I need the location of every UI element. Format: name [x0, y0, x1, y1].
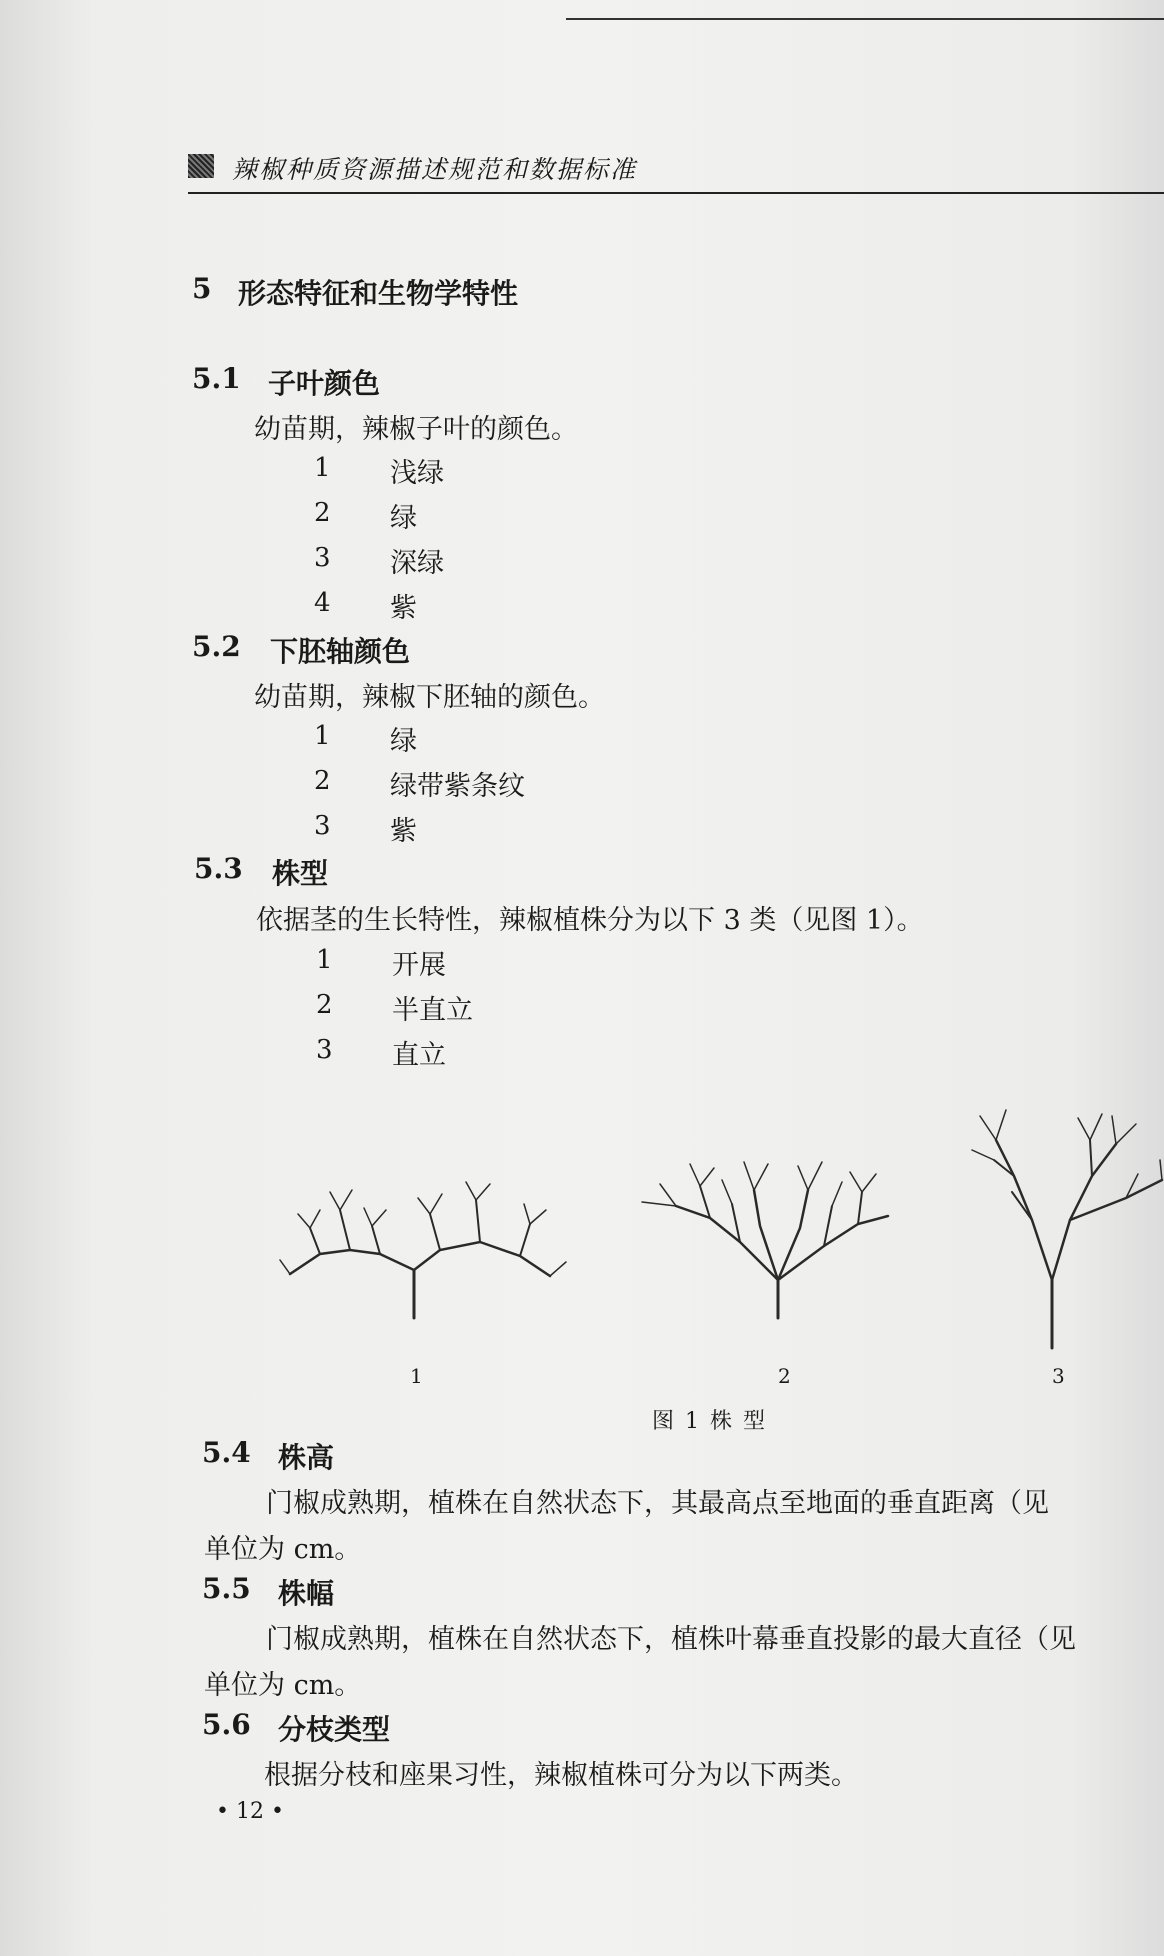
option-label: 紫	[390, 593, 417, 624]
section-title: 形态特征和生物学特性	[238, 277, 519, 310]
option-code: 2	[314, 498, 331, 528]
option-label: 浅绿	[390, 458, 444, 489]
subsection-title: 分枝类型	[278, 1713, 391, 1746]
figure-label: 3	[1052, 1364, 1065, 1388]
section-number: 5	[192, 272, 212, 305]
subsection-number: 5.4	[202, 1436, 251, 1469]
option-code: 4	[314, 588, 331, 618]
option-label: 绿带紫条纹	[390, 771, 525, 802]
subsection-number: 5.1	[192, 362, 241, 395]
header-mark-icon	[188, 154, 214, 178]
option-code: 3	[314, 811, 331, 841]
running-header	[188, 148, 1164, 194]
header-title: 辣椒种质资源描述规范和数据标准	[232, 155, 638, 184]
paragraph-line: 门椒成熟期，植株在自然状态下，其最高点至地面的垂直距离（见	[266, 1488, 1049, 1519]
subsection-title: 下胚轴颜色	[270, 635, 411, 668]
plant-type-semi-erect-illustration	[636, 1140, 896, 1320]
option-code: 2	[316, 990, 333, 1020]
option-label: 绿	[390, 726, 417, 757]
subsection-title: 株型	[272, 857, 329, 890]
option-label: 紫	[390, 816, 417, 847]
paragraph-line: 单位为 cm。	[204, 1534, 362, 1565]
option-label: 直立	[392, 1040, 446, 1071]
top-rule	[566, 18, 1164, 20]
subsection-title: 株高	[278, 1441, 335, 1474]
plant-type-erect-illustration	[966, 1080, 1164, 1350]
subsection-number: 5.5	[202, 1572, 251, 1605]
subsection-title: 株幅	[278, 1577, 335, 1610]
option-code: 1	[314, 721, 331, 751]
option-code: 3	[316, 1035, 333, 1065]
figure-caption: 图 1 株 型	[652, 1409, 767, 1434]
paragraph-line: 门椒成熟期，植株在自然状态下，植株叶幕垂直投影的最大直径（见	[266, 1624, 1076, 1655]
plant-type-spreading-illustration	[280, 1170, 580, 1320]
figure-label: 2	[778, 1364, 791, 1388]
subsection-number: 5.6	[202, 1708, 251, 1741]
option-label: 绿	[390, 503, 417, 534]
paragraph-line: 单位为 cm。	[204, 1670, 362, 1701]
subsection-description: 根据分枝和座果习性，辣椒植株可分为以下两类。	[264, 1760, 858, 1791]
figure-label: 1	[410, 1364, 423, 1388]
subsection-number: 5.3	[194, 852, 243, 885]
option-label: 深绿	[390, 548, 444, 579]
subsection-description: 依据茎的生长特性，辣椒植株分为以下 3 类（见图 1）。	[256, 905, 924, 936]
option-label: 半直立	[392, 995, 473, 1026]
subsection-number: 5.2	[192, 630, 241, 663]
page-number: • 12 •	[216, 1799, 284, 1824]
option-code: 2	[314, 766, 331, 796]
option-code: 3	[314, 543, 331, 573]
subsection-description: 幼苗期，辣椒子叶的颜色。	[254, 414, 578, 445]
option-label: 开展	[392, 950, 446, 981]
option-code: 1	[314, 453, 331, 483]
subsection-description: 幼苗期，辣椒下胚轴的颜色。	[254, 682, 605, 713]
option-code: 1	[316, 945, 333, 975]
subsection-title: 子叶颜色	[268, 367, 381, 400]
